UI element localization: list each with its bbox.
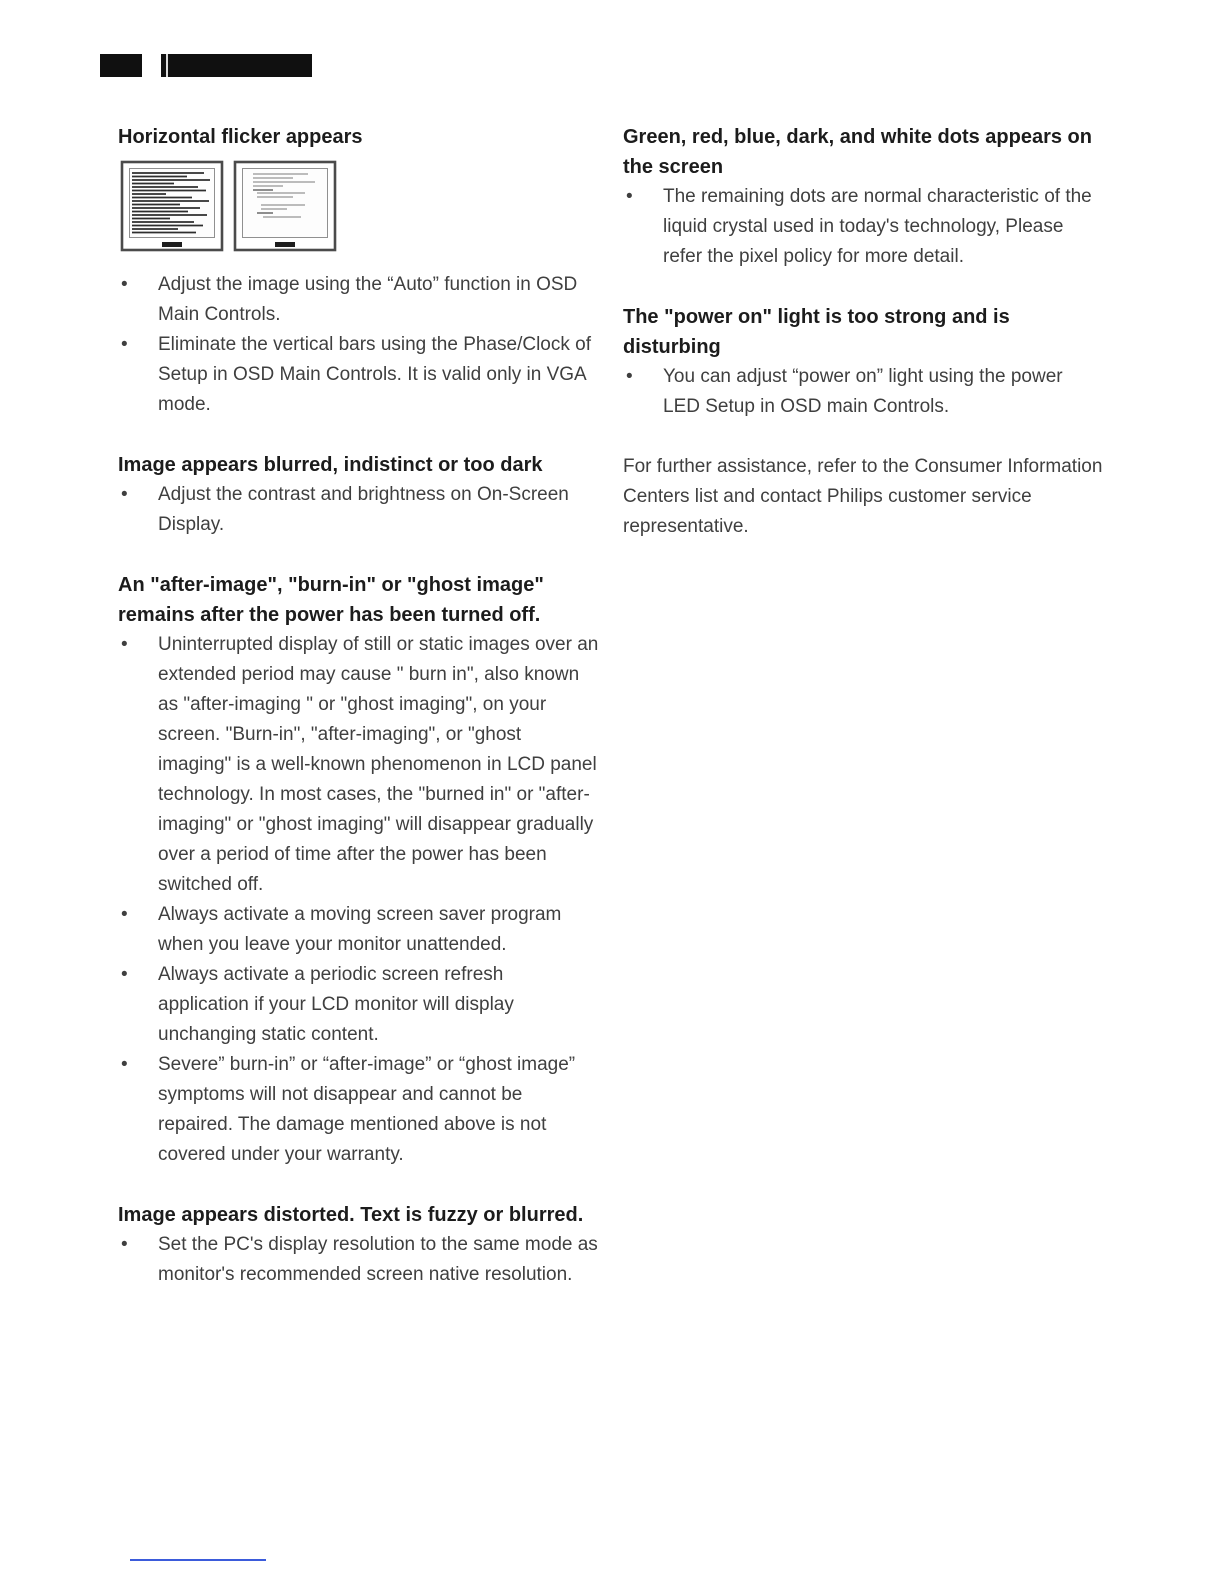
page-number-block xyxy=(100,54,142,77)
bullet-text: Severe” burn-in” or “after-image” or “ghost image” symptoms will not disappear and cannot be repaired. The damage mentioned above is not covered under your warranty. xyxy=(158,1054,576,1165)
list-item xyxy=(118,270,599,330)
list-item xyxy=(118,1050,599,1170)
left-column xyxy=(118,122,599,1290)
heading-horizontal-flicker: Horizontal flicker appears xyxy=(118,126,363,148)
blurred-list xyxy=(118,480,599,540)
list-item xyxy=(623,362,1104,422)
footer-link[interactable] xyxy=(130,1559,266,1561)
section-image-distorted xyxy=(118,1200,599,1290)
bullet-icon: • xyxy=(121,634,128,655)
bullet-icon: • xyxy=(626,186,633,207)
list-item xyxy=(118,960,599,1050)
power-light-list xyxy=(623,362,1104,422)
chapter-title-block xyxy=(161,54,312,77)
content-columns xyxy=(118,122,1104,1290)
bullet-text: Always activate a periodic screen refresh application if your LCD monitor will display unchanging static content. xyxy=(158,964,514,1045)
flicker-figures xyxy=(120,160,599,252)
heading-image-distorted: Image appears distorted. Text is fuzzy or blurred. xyxy=(118,1204,584,1226)
list-item xyxy=(118,900,599,960)
bullet-text: Eliminate the vertical bars using the Phase/Clock of Setup in OSD Main Controls. It is valid only in VGA mode. xyxy=(158,334,591,415)
heading-dots-on-screen: Green, red, blue, dark, and white dots appears on the screen xyxy=(623,126,1092,178)
section-dots-on-screen xyxy=(623,122,1104,272)
bullet-text: The remaining dots are normal characteristic of the liquid crystal used in today's technology, Please refer the pixel policy for more detail. xyxy=(663,186,1092,267)
bullet-icon: • xyxy=(121,484,128,505)
bullet-icon: • xyxy=(626,366,633,387)
bullet-text: Set the PC's display resolution to the same mode as monitor's recommended screen native resolution. xyxy=(158,1234,598,1285)
flicker-screen-image xyxy=(120,160,224,252)
bullet-icon: • xyxy=(121,334,128,355)
heading-after-image: An "after-image", "burn-in" or "ghost image" remains after the power has been turned off. xyxy=(118,574,544,626)
list-item xyxy=(118,480,599,540)
bullet-text: You can adjust “power on” light using the power LED Setup in OSD main Controls. xyxy=(663,366,1063,417)
bullet-text: Adjust the contrast and brightness on On-Screen Display. xyxy=(158,484,569,535)
bullet-icon: • xyxy=(121,1234,128,1255)
after-image-list xyxy=(118,630,599,1170)
list-item xyxy=(118,630,599,900)
dots-list xyxy=(623,182,1104,272)
heading-power-on-light: The "power on" light is too strong and is disturbing xyxy=(623,306,1010,358)
flicker-list xyxy=(118,270,599,420)
assistance-note: For further assistance, refer to the Consumer Information Centers list and contact Philips customer service representative. xyxy=(623,456,1103,537)
heading-image-blurred: Image appears blurred, indistinct or too dark xyxy=(118,454,543,476)
section-image-blurred xyxy=(118,450,599,540)
bullet-text: Uninterrupted display of still or static images over an extended period may cause " burn in", also known as "after-imaging " or "ghost imaging", on your screen. "Burn-in", "after-imaging", or "ghost imaging" is a well-known phenomenon in LCD panel technology. In most cases, the "burned in" or "after-imaging" or "ghost imaging" will disappear gradually over a period of time after the power has been switched off. xyxy=(158,634,599,895)
bullet-text: Adjust the image using the “Auto” function in OSD Main Controls. xyxy=(158,274,578,325)
list-item xyxy=(623,182,1104,272)
section-horizontal-flicker xyxy=(118,122,599,420)
list-item xyxy=(118,330,599,420)
bullet-text: Always activate a moving screen saver program when you leave your monitor unattended. xyxy=(158,904,562,955)
bullet-icon: • xyxy=(121,964,128,985)
clear-screen-image xyxy=(233,160,337,252)
section-power-on-light xyxy=(623,302,1104,422)
list-item xyxy=(118,1230,599,1290)
distorted-list xyxy=(118,1230,599,1290)
bullet-icon: • xyxy=(121,274,128,295)
section-after-image xyxy=(118,570,599,1170)
bullet-icon: • xyxy=(121,904,128,925)
bullet-icon: • xyxy=(121,1054,128,1075)
right-column xyxy=(623,122,1104,1290)
